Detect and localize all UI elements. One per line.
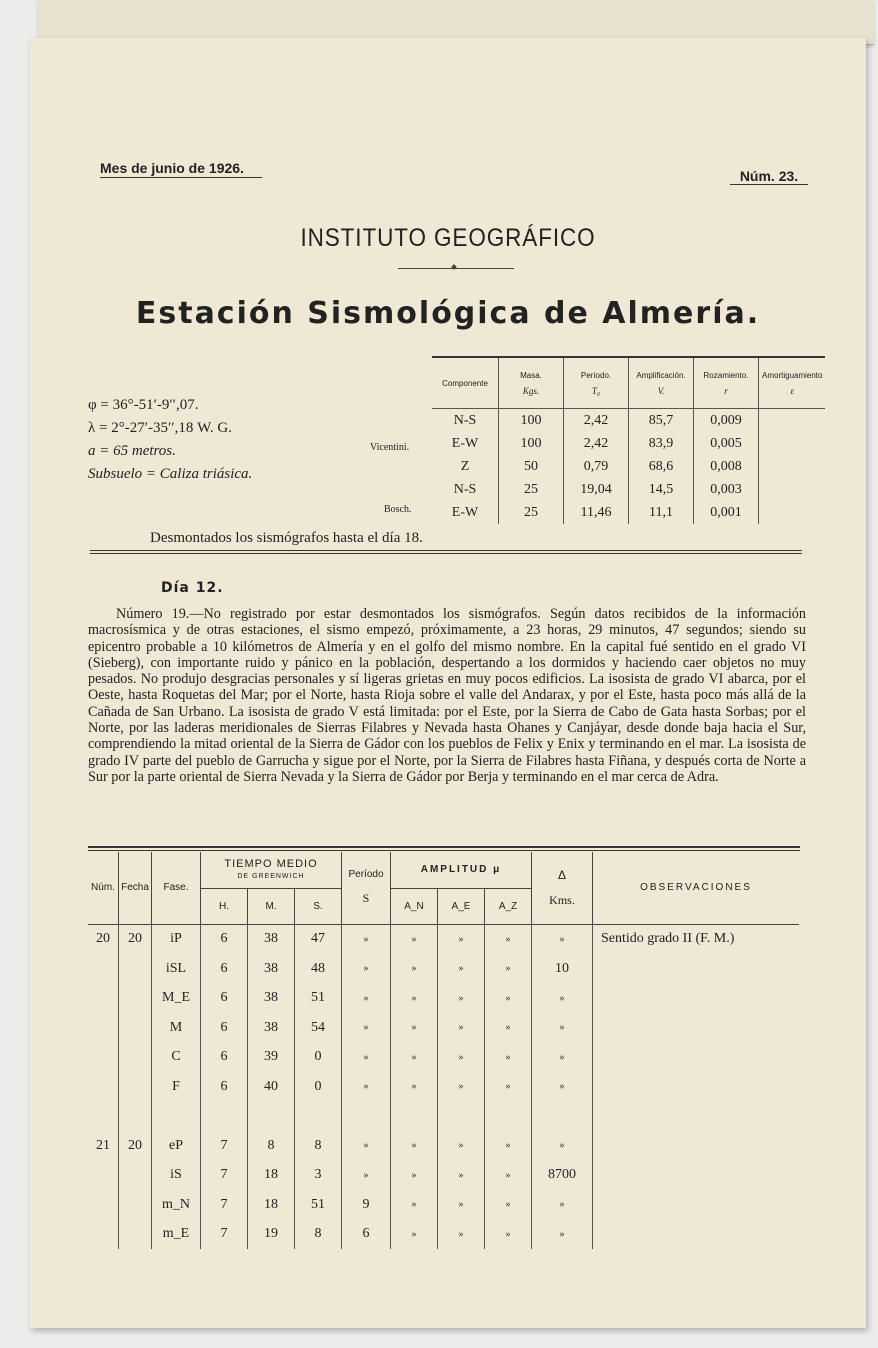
cell-h: 6 — [201, 1013, 248, 1043]
longitude: λ = 2°-27′-35′′,18 W. G. — [88, 420, 232, 436]
day-heading: Día 12. — [161, 580, 224, 596]
col-date: Fecha — [119, 852, 152, 924]
cell-phase: F — [152, 1072, 201, 1102]
station-title: Estación Sismológica de Almería. — [135, 296, 761, 331]
cell-num — [88, 1161, 119, 1191]
cell-m: 38 — [248, 954, 295, 984]
col-period: Período. T₀ — [564, 357, 629, 409]
cell-phase: m_N — [152, 1190, 201, 1220]
cell-obs — [593, 1013, 800, 1043]
cell-date — [119, 1161, 152, 1191]
cell-an: » — [391, 1161, 438, 1191]
cell-dist: 8700 — [532, 1161, 593, 1191]
cell-obs — [593, 1220, 800, 1250]
institute-title: INSTITUTO GEOGRÁFICO — [300, 224, 596, 252]
cell-az: » — [485, 1043, 532, 1073]
cell-num — [88, 1190, 119, 1220]
cell-per: » — [342, 924, 391, 954]
cell-num: 20 — [96, 931, 110, 947]
cell-per: 6 — [342, 1220, 391, 1250]
cell-ae: » — [438, 1013, 485, 1043]
cell-h: 7 — [201, 1220, 248, 1250]
instrument-row: E-W 100 2,42 83,9 0,005 — [432, 432, 825, 455]
cell-obs — [593, 1102, 800, 1132]
cell-az: » — [485, 924, 532, 954]
col-amplification: Amplificación. V. — [629, 357, 694, 409]
cell-dist — [532, 1102, 593, 1132]
table-row — [88, 984, 799, 1014]
table-row — [88, 1043, 799, 1073]
cell-per: » — [342, 1131, 391, 1161]
cell-obs — [593, 1043, 800, 1073]
cell-date — [119, 1102, 152, 1132]
cell-m: 40 — [248, 1072, 295, 1102]
cell-s: 47 — [295, 924, 342, 954]
cell-obs: Sentido grado II (F. M.) — [593, 924, 800, 954]
cell-date: 20 — [119, 924, 152, 954]
cell-s: 51 — [295, 1190, 342, 1220]
cell-m: 38 — [248, 924, 295, 954]
col-m: M. — [248, 888, 295, 924]
col-num: Núm. — [91, 882, 115, 894]
dismount-note: Desmontados los sismógrafos hasta el día 18. — [150, 530, 423, 546]
cell-h: 6 — [201, 984, 248, 1014]
rule-2 — [90, 553, 802, 554]
cell-phase: C — [152, 1043, 201, 1073]
cell-phase: M — [152, 1013, 201, 1043]
cell-ae — [438, 1102, 485, 1132]
col-s: S. — [295, 888, 342, 924]
cell-num — [88, 954, 119, 984]
cell-per: » — [342, 1161, 391, 1191]
instrument-table — [432, 356, 825, 524]
cell-dist: » — [532, 1072, 593, 1102]
col-distance: Δ Kms. — [532, 852, 593, 924]
cell-ae: » — [438, 984, 485, 1014]
cell-obs — [593, 1190, 800, 1220]
cell-obs — [593, 1161, 800, 1191]
cell-date — [119, 1220, 152, 1250]
cell-s: 51 — [295, 984, 342, 1014]
cell-phase: m_E — [152, 1220, 201, 1250]
cell-an: » — [391, 1220, 438, 1250]
cell-phase: eP — [152, 1131, 201, 1161]
cell-phase: iP — [152, 924, 201, 954]
rule-3 — [88, 846, 800, 848]
cell-per — [342, 1102, 391, 1132]
cell-m: 19 — [248, 1220, 295, 1250]
cell-h: 7 — [201, 1131, 248, 1161]
table-row — [88, 1190, 799, 1220]
cell-dist: » — [532, 1131, 593, 1161]
cell-dist: » — [532, 1220, 593, 1250]
table-row — [88, 954, 799, 984]
rule-1 — [90, 550, 802, 551]
cell-an: » — [391, 984, 438, 1014]
cell-m: 18 — [248, 1190, 295, 1220]
cell-az: » — [485, 1161, 532, 1191]
col-friction: Rozamiento. r — [694, 357, 759, 409]
cell-ae: » — [438, 924, 485, 954]
instrument-row: Z 50 0,79 68,6 0,008 — [432, 455, 825, 478]
col-ae: A_E — [438, 888, 485, 924]
altitude: a = 65 metros. — [88, 443, 176, 459]
cell-num — [88, 984, 119, 1014]
cell-az: » — [485, 1072, 532, 1102]
cell-h: 6 — [201, 954, 248, 984]
cell-date — [119, 984, 152, 1014]
cell-phase: M_E — [152, 984, 201, 1014]
cell-dist: » — [532, 1190, 593, 1220]
header-month: Mes de junio de 1926. — [100, 160, 262, 178]
cell-date — [119, 1043, 152, 1073]
cell-obs — [593, 1072, 800, 1102]
cell-h: 7 — [201, 1161, 248, 1191]
col-az: A_Z — [485, 888, 532, 924]
cell-az: » — [485, 1220, 532, 1250]
cell-obs — [593, 984, 800, 1014]
group-vicentini: Vicentini. — [370, 442, 410, 453]
cell-h: 6 — [201, 1043, 248, 1073]
cell-m: 38 — [248, 1013, 295, 1043]
col-time: TIEMPO MEDIO DE GREENWICH — [201, 852, 342, 888]
instrument-row: N-S 25 19,04 14,5 0,003 — [432, 478, 825, 501]
instrument-row: E-W 25 11,46 11,1 0,001 — [432, 501, 825, 524]
cell-per: » — [342, 1072, 391, 1102]
table-row — [88, 924, 799, 954]
cell-s: 3 — [295, 1161, 342, 1191]
cell-ae: » — [438, 954, 485, 984]
cell-phase: iSL — [152, 954, 201, 984]
cell-per: 9 — [342, 1190, 391, 1220]
cell-s: 48 — [295, 954, 342, 984]
cell-num — [88, 1220, 119, 1250]
header-number: Núm. 23. — [730, 168, 808, 185]
col-an: A_N — [391, 888, 438, 924]
events-table — [88, 852, 799, 1249]
cell-an — [391, 1102, 438, 1132]
cell-m: 39 — [248, 1043, 295, 1073]
cell-s: 8 — [295, 1220, 342, 1250]
cell-dist: » — [532, 984, 593, 1014]
cell-dist: » — [532, 1043, 593, 1073]
cell-an: » — [391, 1043, 438, 1073]
table-row — [88, 1102, 799, 1132]
cell-ae: » — [438, 1131, 485, 1161]
cell-dist: » — [532, 924, 593, 954]
document-page — [30, 38, 866, 1328]
table-row — [88, 1220, 799, 1250]
cell-az: » — [485, 1131, 532, 1161]
cell-obs — [593, 1131, 800, 1161]
table-row — [88, 1161, 799, 1191]
coordinates-block — [88, 394, 252, 486]
cell-az: » — [485, 984, 532, 1014]
cell-ae: » — [438, 1220, 485, 1250]
instrument-row: N-S 100 2,42 85,7 0,009 — [432, 409, 825, 433]
group-bosch: Bosch. — [384, 504, 412, 515]
cell-h: 6 — [201, 924, 248, 954]
cell-date — [119, 954, 152, 984]
cell-s: 0 — [295, 1043, 342, 1073]
table-row — [88, 1131, 799, 1161]
cell-num — [88, 1043, 119, 1073]
col-h: H. — [201, 888, 248, 924]
cell-s — [295, 1102, 342, 1132]
col-phase: Fase. — [152, 852, 201, 924]
cell-az: » — [485, 1013, 532, 1043]
cell-az — [485, 1102, 532, 1132]
col-observations: OBSERVACIONES — [593, 852, 800, 924]
cell-obs — [593, 954, 800, 984]
cell-ae: » — [438, 1043, 485, 1073]
cell-s: 0 — [295, 1072, 342, 1102]
cell-date — [119, 1190, 152, 1220]
latitude: φ = 36°-51′-9′′,07. — [88, 397, 199, 413]
cell-per: » — [342, 1013, 391, 1043]
cell-m: 38 — [248, 984, 295, 1014]
cell-phase: iS — [152, 1161, 201, 1191]
col-damping: Amortiguamiento ε — [759, 357, 826, 409]
col-mass: Masa. Kgs. — [499, 357, 564, 409]
cell-ae: » — [438, 1072, 485, 1102]
cell-phase — [152, 1102, 201, 1132]
cell-per: » — [342, 954, 391, 984]
cell-m — [248, 1102, 295, 1132]
cell-per: » — [342, 1043, 391, 1073]
col-amplitude: AMPLITUD μ — [391, 852, 532, 888]
earthquake-description: Número 19.—No registrado por estar desmontados los sismógrafos. Según datos recibidos de la información macrosísmica y de otras estaciones, el sismo empezó, próximamente, a 23 horas, 29 minutos, 47 segundos; siendo su epicentro probable a 10 kilómetros de Almería y en el golfo del mismo nombre. En la capital fué sentido en el grado VI (Sieberg), con importante ruido y pánico en la población, despertando a los dormidos y haciendo caer objetos no muy pesados. No produjo desgracias personales y sí ligeras grietas en muy pocos edificios. La isosista de grado VI abarca, por el Oeste, hasta Roquetas del Mar; por el Norte, hasta Rioja sobre el valle del Andarax, y por el Este, hasta poco más allá de la Cañada de San Urbano. La isosista de grado V está limitada: por el Este, por la Sierra de Cabo de Gata hasta Sorbas; por el Norte, por las laderas meridionales de Sierras Filabres y Nevada hasta Ohanes y Canjáyar, desde donde baja hacia el Sur, comprendiendo la mitad oriental de la Sierra de Gádor con los pueblos de Felix y Enix y terminando en el mar. La isosista de grado IV parte del pueblo de Garrucha y sigue por el Norte, por la Sierra de Filabres hasta Fiñana, y después corta de Norte a Sur por la parte oriental de Sierra Nevada y la Sierra de Gádor por Berja y terminando en el mar cerca de Adra. — [88, 606, 806, 785]
table-row — [88, 1072, 799, 1102]
cell-az: » — [485, 954, 532, 984]
col-component: Componente — [432, 357, 499, 409]
cell-date — [119, 1072, 152, 1102]
subsoil: Subsuelo = Caliza triásica. — [88, 466, 253, 482]
cell-an: » — [391, 1072, 438, 1102]
cell-s: 54 — [295, 1013, 342, 1043]
cell-dist: » — [532, 1013, 593, 1043]
cell-h: 7 — [201, 1190, 248, 1220]
cell-num: 21 — [96, 1137, 110, 1153]
cell-num — [88, 1013, 119, 1043]
col-period: Período S — [342, 852, 391, 924]
cell-an: » — [391, 1131, 438, 1161]
cell-an: » — [391, 1190, 438, 1220]
cell-m: 18 — [248, 1161, 295, 1191]
cell-num — [88, 1072, 119, 1102]
cell-s: 8 — [295, 1131, 342, 1161]
table-row — [88, 1013, 799, 1043]
cell-ae: » — [438, 1161, 485, 1191]
rule-4 — [88, 850, 800, 851]
cell-an: » — [391, 954, 438, 984]
cell-h: 6 — [201, 1072, 248, 1102]
cell-az: » — [485, 1190, 532, 1220]
cell-ae: » — [438, 1190, 485, 1220]
cell-h — [201, 1102, 248, 1132]
cell-per: » — [342, 984, 391, 1014]
ornament-line — [398, 268, 514, 269]
cell-dist: 10 — [532, 954, 593, 984]
cell-date: 20 — [119, 1131, 152, 1161]
cell-date — [119, 1013, 152, 1043]
cell-m: 8 — [248, 1131, 295, 1161]
cell-an: » — [391, 924, 438, 954]
cell-an: » — [391, 1013, 438, 1043]
cell-num — [88, 1102, 119, 1132]
